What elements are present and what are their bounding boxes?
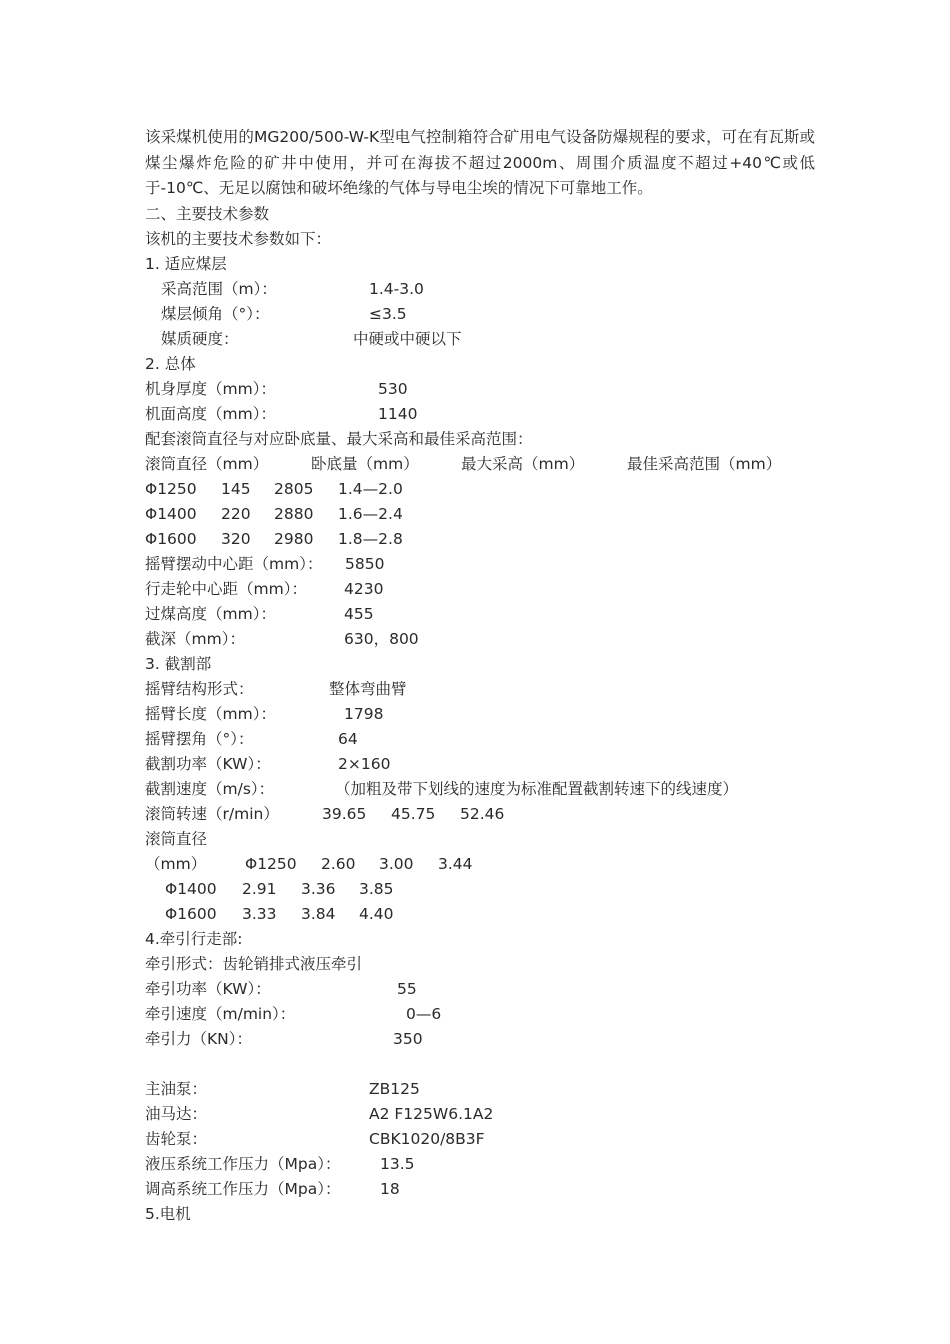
param-row	[145, 702, 815, 727]
param-label: 油马达：	[145, 1104, 208, 1123]
param-value: CBK1020/8B3F	[369, 1129, 485, 1148]
s5-heading: 5.电机	[145, 1204, 191, 1223]
table-row: （mm） Φ1250 2.60 3.00 3.44	[145, 854, 473, 873]
param-label: 采高范围（m）：	[161, 279, 277, 298]
column-header: 卧底量（mm）	[311, 454, 419, 473]
param-label: 媒质硬度：	[161, 329, 239, 348]
param-row	[145, 1027, 815, 1052]
table-row: Φ1600 3.33 3.84 4.40	[165, 904, 394, 923]
param-row	[145, 1077, 815, 1102]
section-intro: 该机的主要技术参数如下：	[145, 229, 332, 248]
param-row	[145, 1102, 815, 1127]
param-row	[145, 602, 815, 627]
param-label: 摇臂结构形式：	[145, 679, 254, 698]
table-row: Φ1400 220 2880 1.6—2.4	[145, 504, 403, 523]
param-label: 煤层倾角（°）：	[161, 304, 270, 323]
param-row	[145, 1177, 815, 1202]
param-label: 过煤高度（mm）：	[145, 604, 276, 623]
s3-heading: 3. 截割部	[145, 654, 212, 673]
param-label: 牵引功率（KW）：	[145, 979, 271, 998]
param-row	[145, 552, 815, 577]
param-label: 滚筒转速（r/min）	[145, 804, 279, 823]
param-label: 摇臂摆角（°）：	[145, 729, 254, 748]
param-label: 牵引力（KN）：	[145, 1029, 253, 1048]
param-value: 1798	[344, 704, 384, 723]
param-row	[145, 302, 815, 327]
param-value: 64	[338, 729, 358, 748]
param-value: 4230	[344, 579, 384, 598]
param-value: 0—6	[406, 1004, 442, 1023]
param-row	[145, 777, 815, 802]
param-value: 13.5	[380, 1154, 415, 1173]
param-value: 455	[344, 604, 374, 623]
param-row	[145, 977, 815, 1002]
param-value: 55	[397, 979, 417, 998]
param-label: 齿轮泵：	[145, 1129, 208, 1148]
param-label: 液压系统工作压力（Mpa）：	[145, 1154, 341, 1173]
param-label: 摇臂摆动中心距（mm）：	[145, 554, 323, 573]
param-label: 截割速度（m/s）：	[145, 779, 275, 798]
document-body	[145, 125, 815, 1227]
param-row	[145, 1002, 815, 1027]
param-value: 350	[393, 1029, 423, 1048]
param-row	[145, 752, 815, 777]
table-row: Φ1400 2.91 3.36 3.85	[165, 879, 394, 898]
table-row: Φ1250 145 2805 1.4—2.0	[145, 479, 403, 498]
param-label: 截割功率（KW）：	[145, 754, 271, 773]
param-note: （加粗及带下划线的速度为标准配置截割转速下的线速度）	[335, 779, 739, 798]
section-title: 二、主要技术参数	[145, 204, 270, 223]
param-label: 主油泵：	[145, 1079, 208, 1098]
intro-paragraph: 该采煤机使用的MG200/500-W-K型电气控制箱符合矿用电气设备防爆规程的要求，可在有瓦斯或煤尘爆炸危险的矿井中使用，并可在海拔不超过2000m、周围介质温度不超过+40℃或低于-10℃、无足以腐蚀和破坏绝缘的气体与导电尘埃的情况下可靠地工作。	[145, 128, 815, 197]
param-row	[145, 402, 815, 427]
param-row	[145, 677, 815, 702]
param-value: 1140	[378, 404, 418, 423]
param-label: 截深（mm）：	[145, 629, 245, 648]
s4-heading: 4.牵引行走部:	[145, 929, 243, 948]
param-value: 530	[378, 379, 408, 398]
dia-label-row: 滚筒直径	[145, 829, 208, 848]
param-value: ≤3.5	[369, 304, 407, 323]
param-row	[145, 377, 815, 402]
param-value: 2×160	[338, 754, 391, 773]
column-header: 最佳采高范围（mm）	[627, 454, 782, 473]
param-label: 机身厚度（mm）：	[145, 379, 276, 398]
param-value: ZB125	[369, 1079, 420, 1098]
param-row	[145, 627, 815, 652]
s2-heading: 2. 总体	[145, 354, 196, 373]
param-label: 摇臂长度（mm）：	[145, 704, 276, 723]
param-value: 中硬或中硬以下	[353, 329, 462, 348]
param-row	[145, 1152, 815, 1177]
param-value: A2 F125W6.1A2	[369, 1104, 494, 1123]
param-label: 牵引速度（m/min）：	[145, 1004, 296, 1023]
param-value: 5850	[345, 554, 385, 573]
speed-row: 滚筒转速（r/min） 39.65 45.75 52.46	[145, 802, 815, 827]
param-value: 1.4-3.0	[369, 279, 424, 298]
s1-heading: 1. 适应煤层	[145, 254, 227, 273]
haulage-form: 牵引形式：齿轮销排式液压牵引	[145, 954, 363, 973]
param-row	[145, 327, 815, 352]
table-row: Φ1600 320 2980 1.8—2.8	[145, 529, 403, 548]
drum-caption: 配套滚筒直径与对应卧底量、最大采高和最佳采高范围：	[145, 429, 533, 448]
param-label: 行走轮中心距（mm）：	[145, 579, 307, 598]
drum-table-header	[145, 452, 815, 477]
column-header: 滚筒直径（mm）	[145, 454, 269, 473]
column-header: 最大采高（mm）	[461, 454, 585, 473]
param-row	[145, 277, 815, 302]
param-value: 18	[380, 1179, 400, 1198]
param-value: 整体弯曲臂	[329, 679, 407, 698]
blank-line	[145, 1052, 815, 1077]
param-label: 调高系统工作压力（Mpa）：	[145, 1179, 341, 1198]
param-row	[145, 727, 815, 752]
param-row	[145, 1127, 815, 1152]
param-value: 630，800	[344, 629, 419, 648]
param-row	[145, 577, 815, 602]
param-label: 机面高度（mm）：	[145, 404, 276, 423]
